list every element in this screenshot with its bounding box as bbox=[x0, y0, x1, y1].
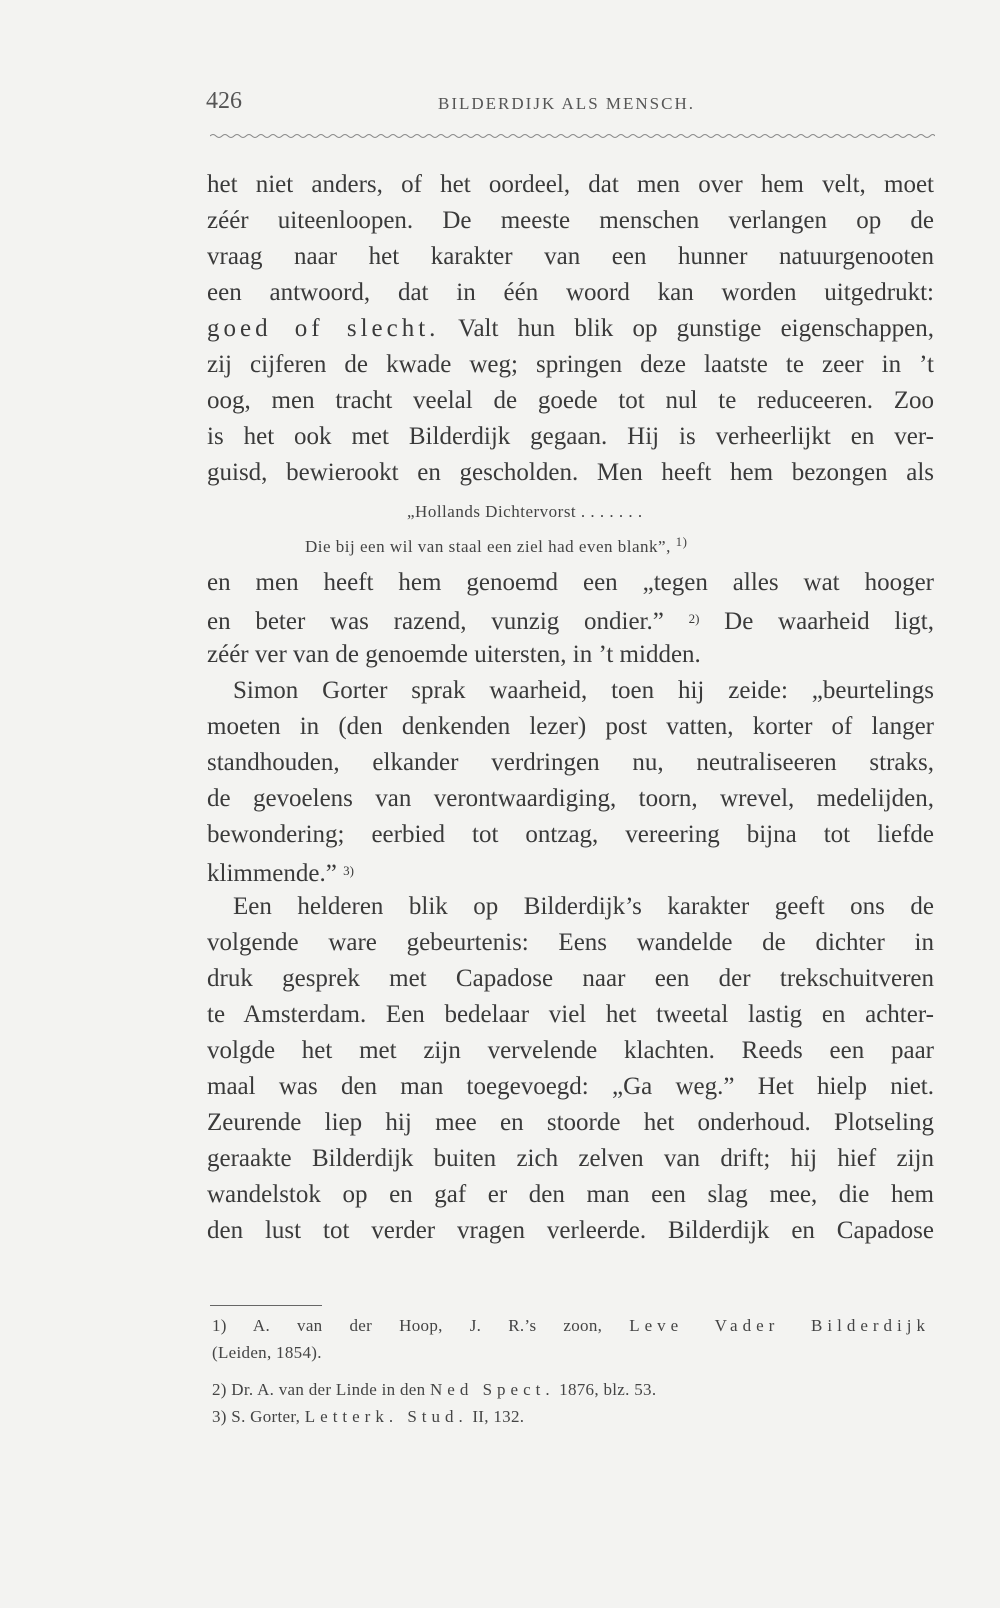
text-line: en men heeft hem genoemd een „tegen alles wat hooger bbox=[207, 569, 934, 596]
text-segment: De waarheid ligt, bbox=[699, 608, 934, 635]
footnote-ref: 2) bbox=[688, 611, 700, 626]
footnote-ref: 3) bbox=[343, 863, 354, 878]
footnotes bbox=[212, 1312, 930, 1430]
spaced-title: Leve Vader Bilderdijk bbox=[629, 1316, 930, 1335]
text-line: zij cijferen de kwade weg; springen deze laatste te zeer in ’t bbox=[207, 351, 934, 378]
body-text bbox=[207, 167, 934, 1249]
spaced-emphasis: goed of slecht. bbox=[207, 315, 440, 342]
text-line: zéér uiteenloopen. De meeste menschen verlangen op de bbox=[207, 207, 934, 234]
page-number: 426 bbox=[206, 88, 242, 114]
text-line: guisd, bewierookt en gescholden. Men heeft hem bezongen als bbox=[207, 459, 934, 486]
text-line: zéér ver van de genoemde uitersten, in ’t midden. bbox=[207, 641, 701, 668]
header-rule bbox=[210, 130, 935, 142]
text-line: volgde het met zijn vervelende klachten. Reeds een paar bbox=[207, 1037, 934, 1064]
text-line: oog, men tracht veelal de goede tot nul te reduceeren. Zoo bbox=[207, 387, 934, 414]
text-line bbox=[207, 311, 934, 347]
text-line: het niet anders, of het oordeel, dat men over hem velt, moet bbox=[207, 171, 934, 198]
text-line: standhouden, elkander verdringen nu, neutraliseeren straks, bbox=[207, 749, 934, 776]
quote-text: Die bij een wil van staal een ziel had even blank”, bbox=[305, 537, 671, 556]
text-line: te Amsterdam. Een bedelaar viel het tweetal lastig en achter- bbox=[207, 1001, 934, 1028]
text-line: geraakte Bilderdijk buiten zich zelven van drift; hij hief zijn bbox=[207, 1145, 934, 1172]
text-line: een antwoord, dat in één woord kan worden uitgedrukt: bbox=[207, 279, 934, 306]
text-line: de gevoelens van verontwaardiging, toorn, wrevel, medelijden, bbox=[207, 785, 934, 812]
footnote-3 bbox=[212, 1403, 930, 1430]
footnote-text: 1) A. van der Hoop, J. R.’s zoon, bbox=[212, 1316, 603, 1335]
footnote-text: 1876, blz. 53. bbox=[559, 1380, 657, 1399]
text-line: moeten in (den denkenden lezer) post vatten, korter of langer bbox=[207, 713, 934, 740]
text-line: Zeurende liep hij mee en stoorde het onderhoud. Plotseling bbox=[207, 1109, 934, 1136]
quote-line bbox=[207, 527, 934, 557]
footnote-ref: 1) bbox=[675, 534, 688, 549]
text-segment: Valt hun blik op gunstige eigenschappen, bbox=[439, 315, 934, 342]
text-line: is het ook met Bilderdijk gegaan. Hij is verheerlijkt en ver- bbox=[207, 423, 934, 450]
text-line bbox=[207, 601, 934, 637]
footnote-rule bbox=[210, 1305, 322, 1306]
text-line: wandelstok op en gaf er den man een slag mee, die hem bbox=[207, 1181, 934, 1208]
footnote-text: 2) Dr. A. van der Linde in den bbox=[212, 1380, 426, 1399]
text-segment: klimmende.” bbox=[207, 860, 337, 887]
text-line: maal was den man toegevoegd: „Ga weg.” Het hielp niet. bbox=[207, 1073, 934, 1100]
text-segment: en beter was razend, vunzig ondier.” bbox=[207, 608, 664, 635]
footnote-text: 3) S. Gorter, bbox=[212, 1407, 301, 1426]
page-header bbox=[206, 88, 932, 118]
spaced-title: Letterk. Stud. bbox=[304, 1407, 468, 1426]
text-line: bewondering; eerbied tot ontzag, vereering bijna tot liefde bbox=[207, 821, 934, 848]
text-line: vraag naar het karakter van een hunner natuurgenooten bbox=[207, 243, 934, 270]
spaced-title: Ned Spect. bbox=[430, 1380, 555, 1399]
footnote-2 bbox=[212, 1376, 930, 1403]
running-title: BILDERDIJK ALS MENSCH. bbox=[438, 94, 695, 113]
verse-quote bbox=[207, 497, 934, 557]
text-line bbox=[207, 853, 934, 889]
quote-line: „Hollands Dichtervorst . . . . . . . bbox=[407, 502, 643, 521]
footnote-1 bbox=[212, 1312, 930, 1339]
footnote-text: II, 132. bbox=[472, 1407, 525, 1426]
text-line: Een helderen blik op Bilderdijk’s karakter geeft ons de bbox=[233, 893, 934, 920]
text-line: Simon Gorter sprak waarheid, toen hij zeide: „beurtelings bbox=[233, 677, 934, 704]
footnote-1-cont: (Leiden, 1854). bbox=[212, 1343, 322, 1362]
text-line: druk gesprek met Capadose naar een der trekschuitveren bbox=[207, 965, 934, 992]
text-line: volgende ware gebeurtenis: Eens wandelde de dichter in bbox=[207, 929, 934, 956]
text-line: den lust tot verder vragen verleerde. Bilderdijk en Capadose bbox=[207, 1217, 934, 1244]
